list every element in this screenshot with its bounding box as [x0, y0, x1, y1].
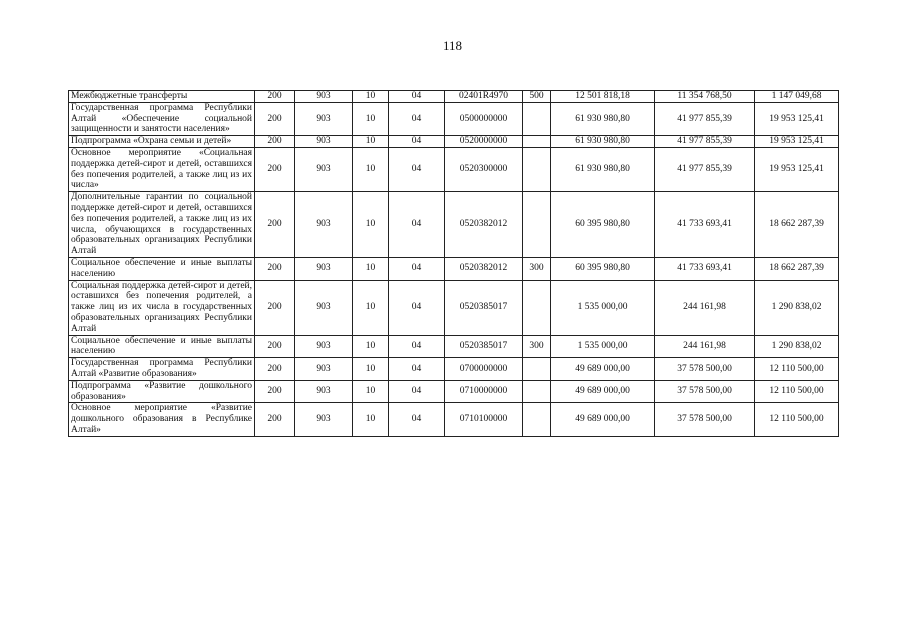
table-row	[69, 102, 839, 135]
subsection-cell: 04	[389, 280, 445, 335]
section-cell: 10	[353, 335, 389, 358]
amount-2-cell: 41 977 855,39	[655, 147, 755, 191]
amount-1-cell: 49 689 000,00	[551, 403, 655, 436]
subsection-cell: 04	[389, 91, 445, 103]
column-1-cell: 200	[255, 403, 295, 436]
table-body	[69, 91, 839, 437]
amount-2-cell: 244 161,98	[655, 280, 755, 335]
ministry-code-cell: 903	[295, 147, 353, 191]
column-1-cell: 200	[255, 280, 295, 335]
section-cell: 10	[353, 136, 389, 148]
column-1-cell: 200	[255, 91, 295, 103]
amount-1-cell: 61 930 980,80	[551, 147, 655, 191]
subsection-cell: 04	[389, 257, 445, 280]
table-row	[69, 91, 839, 103]
expense-type-cell	[523, 192, 551, 258]
column-1-cell: 200	[255, 380, 295, 403]
column-1-cell: 200	[255, 102, 295, 135]
ministry-code-cell: 903	[295, 136, 353, 148]
amount-3-cell: 12 110 500,00	[755, 380, 839, 403]
table-row	[69, 358, 839, 381]
expense-type-cell	[523, 136, 551, 148]
table-row	[69, 335, 839, 358]
ministry-code-cell: 903	[295, 102, 353, 135]
ministry-code-cell: 903	[295, 192, 353, 258]
expense-type-cell	[523, 380, 551, 403]
target-article-cell: 0710000000	[445, 380, 523, 403]
amount-1-cell: 61 930 980,80	[551, 136, 655, 148]
amount-3-cell: 1 290 838,02	[755, 335, 839, 358]
expense-type-cell	[523, 280, 551, 335]
amount-2-cell: 37 578 500,00	[655, 403, 755, 436]
ministry-code-cell: 903	[295, 257, 353, 280]
amount-3-cell: 1 147 049,68	[755, 91, 839, 103]
column-1-cell: 200	[255, 257, 295, 280]
amount-2-cell: 37 578 500,00	[655, 380, 755, 403]
column-1-cell: 200	[255, 136, 295, 148]
column-1-cell: 200	[255, 358, 295, 381]
amount-2-cell: 11 354 768,50	[655, 91, 755, 103]
row-name-cell: Социальное обеспечение и иные выплаты населению	[69, 257, 255, 280]
target-article-cell: 0500000000	[445, 102, 523, 135]
expense-type-cell: 300	[523, 257, 551, 280]
table-row	[69, 136, 839, 148]
target-article-cell: 0520385017	[445, 280, 523, 335]
amount-1-cell: 12 501 818,18	[551, 91, 655, 103]
amount-1-cell: 1 535 000,00	[551, 280, 655, 335]
table-row	[69, 257, 839, 280]
row-name-cell: Социальное обеспечение и иные выплаты населению	[69, 335, 255, 358]
amount-1-cell: 60 395 980,80	[551, 257, 655, 280]
amount-3-cell: 19 953 125,41	[755, 102, 839, 135]
table-row	[69, 192, 839, 258]
ministry-code-cell: 903	[295, 91, 353, 103]
amount-2-cell: 244 161,98	[655, 335, 755, 358]
amount-1-cell: 49 689 000,00	[551, 358, 655, 381]
section-cell: 10	[353, 380, 389, 403]
amount-3-cell: 1 290 838,02	[755, 280, 839, 335]
ministry-code-cell: 903	[295, 280, 353, 335]
amount-2-cell: 41 977 855,39	[655, 102, 755, 135]
target-article-cell: 0710100000	[445, 403, 523, 436]
expense-type-cell	[523, 147, 551, 191]
amount-3-cell: 12 110 500,00	[755, 358, 839, 381]
table-row	[69, 380, 839, 403]
budget-table	[68, 90, 839, 437]
expense-type-cell	[523, 102, 551, 135]
section-cell: 10	[353, 147, 389, 191]
section-cell: 10	[353, 280, 389, 335]
target-article-cell: 0520382012	[445, 257, 523, 280]
row-name-cell: Государственная программа Республики Алтай «Развитие образования»	[69, 358, 255, 381]
table-row	[69, 403, 839, 436]
subsection-cell: 04	[389, 102, 445, 135]
expense-type-cell	[523, 358, 551, 381]
row-name-cell: Основное мероприятие «Развитие дошкольного образования в Республике Алтай»	[69, 403, 255, 436]
row-name-cell: Государственная программа Республики Алтай «Обеспечение социальной защищенности и занятости населения»	[69, 102, 255, 135]
target-article-cell: 0700000000	[445, 358, 523, 381]
amount-3-cell: 19 953 125,41	[755, 147, 839, 191]
section-cell: 10	[353, 91, 389, 103]
section-cell: 10	[353, 403, 389, 436]
subsection-cell: 04	[389, 335, 445, 358]
ministry-code-cell: 903	[295, 380, 353, 403]
target-article-cell: 0520300000	[445, 147, 523, 191]
ministry-code-cell: 903	[295, 358, 353, 381]
amount-2-cell: 37 578 500,00	[655, 358, 755, 381]
column-1-cell: 200	[255, 147, 295, 191]
expense-type-cell	[523, 403, 551, 436]
subsection-cell: 04	[389, 192, 445, 258]
row-name-cell: Межбюджетные трансферты	[69, 91, 255, 103]
column-1-cell: 200	[255, 192, 295, 258]
section-cell: 10	[353, 358, 389, 381]
row-name-cell: Социальная поддержка детей-сирот и детей, оставшихся без попечения родителей, а также лиц из их числа в государственных образовательных организациях Республики Алтай	[69, 280, 255, 335]
target-article-cell: 0520385017	[445, 335, 523, 358]
subsection-cell: 04	[389, 403, 445, 436]
page-number: 118	[442, 38, 463, 53]
amount-1-cell: 60 395 980,80	[551, 192, 655, 258]
column-1-cell: 200	[255, 335, 295, 358]
subsection-cell: 04	[389, 380, 445, 403]
amount-1-cell: 49 689 000,00	[551, 380, 655, 403]
row-name-cell: Подпрограмма «Охрана семьи и детей»	[69, 136, 255, 148]
ministry-code-cell: 903	[295, 335, 353, 358]
subsection-cell: 04	[389, 358, 445, 381]
amount-2-cell: 41 733 693,41	[655, 192, 755, 258]
section-cell: 10	[353, 102, 389, 135]
amount-3-cell: 12 110 500,00	[755, 403, 839, 436]
ministry-code-cell: 903	[295, 403, 353, 436]
row-name-cell: Подпрограмма «Развитие дошкольного образования»	[69, 380, 255, 403]
section-cell: 10	[353, 192, 389, 258]
target-article-cell: 02401R4970	[445, 91, 523, 103]
amount-3-cell: 18 662 287,39	[755, 257, 839, 280]
table-row	[69, 280, 839, 335]
amount-2-cell: 41 977 855,39	[655, 136, 755, 148]
amount-3-cell: 19 953 125,41	[755, 136, 839, 148]
subsection-cell: 04	[389, 136, 445, 148]
amount-1-cell: 61 930 980,80	[551, 102, 655, 135]
target-article-cell: 0520382012	[445, 192, 523, 258]
table-row	[69, 147, 839, 191]
expense-type-cell: 500	[523, 91, 551, 103]
expense-type-cell: 300	[523, 335, 551, 358]
row-name-cell: Основное мероприятие «Социальная поддержка детей-сирот и детей, оставшихся без попечения родителей, а также лиц из их числа»	[69, 147, 255, 191]
target-article-cell: 0520000000	[445, 136, 523, 148]
subsection-cell: 04	[389, 147, 445, 191]
amount-3-cell: 18 662 287,39	[755, 192, 839, 258]
amount-1-cell: 1 535 000,00	[551, 335, 655, 358]
section-cell: 10	[353, 257, 389, 280]
amount-2-cell: 41 733 693,41	[655, 257, 755, 280]
row-name-cell: Дополнительные гарантии по социальной поддержке детей-сирот и детей, оставшихся без попечения родителей, а также лиц из их числа, обучающихся в государственных образовательных организациях Республики Алтай	[69, 192, 255, 258]
